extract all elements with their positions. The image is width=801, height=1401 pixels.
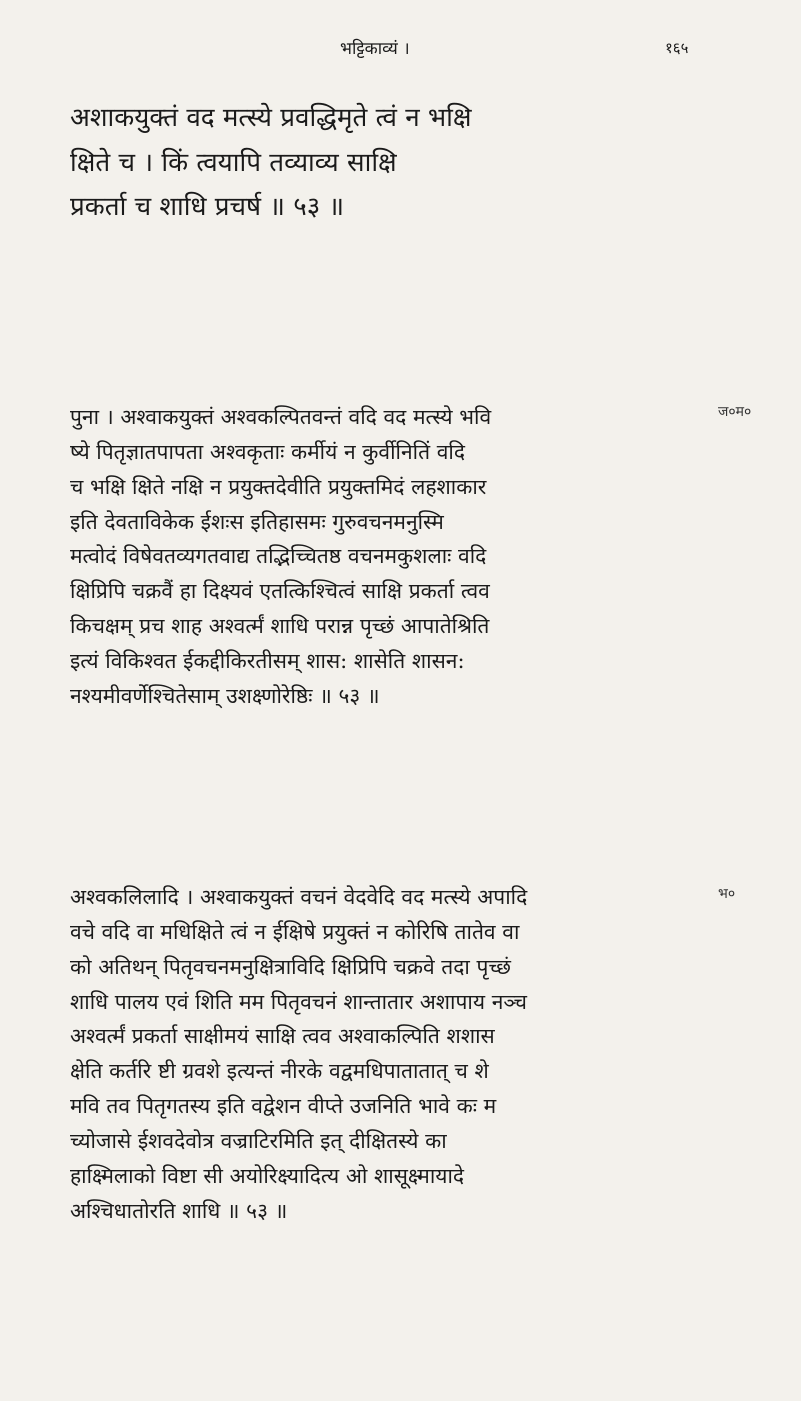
running-title: भट्टिकाव्यं । [340,39,410,59]
verse-line: प्रकर्ता च शाधि प्रचर्ष ॥ ५३ ॥ [70,192,345,223]
verse-line: क्षिते च । किं त्वयापि तव्याव्य साक्षि [70,147,397,178]
commentary-line: को अतिथन् पितृवचनमनुक्षित्राविदि क्षिप्रिपि चक्रवे तदा पृच्छं [70,954,511,979]
commentary-siglum: ज०म० [718,404,752,420]
commentary-line: शाधि पालय एवं शिति मम पितृवचनं शान्तातार अशापाय नञ्च [70,989,527,1014]
commentary-line: वचे वदि वा मधिक्षिते त्वं न ईक्षिषे प्रयुक्तं न कोरिषि तातेव वा [70,919,520,944]
commentary-line: अश्वकलिलादि । अश्वाकयुक्तं वचनं वेदवेदि वद मत्स्ये अपादि [70,885,528,909]
commentary-line: हाक्ष्मिलाको विष्टा सी अयोरिक्ष्यादित्य ओ शासूक्ष्मायादे [70,1163,465,1188]
commentary-line: क्षेति कर्तरि ष्टी ग्रवशे इत्यन्तं नीरके वद्वमधिपातातात् च शे [70,1059,489,1084]
commentary-line: क्षिप्रिपि चक्रवैं हा दिक्ष्यवं एतत्किश्चित्वं साक्षि प्रकर्ता त्वव [70,579,490,604]
commentary-line: पुना । अश्वाकयुक्तं अश्वकल्पितवन्तं वदि वद मत्स्ये भवि [70,405,492,429]
commentary-siglum: भ० [718,886,736,902]
commentary-bharata [70,880,710,1229]
commentary-line: इत्यं विकिश्वत ईकद्दीकिरतीसम् शास: शासेति शासन: [70,649,465,674]
commentary-line: मत्वोदं विषेवतव्यगतवाद्य तद्भिच्चितष्ठ वचनमकुशलाः वदि [70,544,487,569]
commentary-line: अश्चिधातोरति शाधि ॥ ५३ ॥ [70,1198,288,1223]
commentary-line: च भक्षि क्षिते नक्षि न प्रयुक्तदेवीति प्रयुक्तमिदं लहशाकार [70,474,487,499]
verse-line: अशाकयुक्तं वद मत्स्ये प्रवद्धिमृते त्वं न भक्षि [70,103,472,133]
commentary-line: अश्वर्त्मं प्रकर्ता साक्षीमयं साक्षि त्वव अश्वाकल्पिति शशास [70,1024,495,1049]
commentary-line: नश्यमीवर्णेश्चितेसाम् उशक्ष्णोरेष्ठिः ॥ ५३ ॥ [70,683,380,708]
commentary-line: किचक्षम् प्रच शाह अश्वर्त्मं शाधि परान्न पृच्छं आपातेश्रिति [70,614,490,639]
page-number: १६५ [665,39,689,57]
commentary-line: ष्ये पितृज्ञातपापता अश्वकृताः कर्मीयं न कुर्वीनितिं वदि [70,439,465,464]
running-head [0,36,801,66]
commentary-line: इति देवताविकेक ईशःस इतिहासमः गुरुवचनमनुस्मि [70,509,444,534]
commentary-jayamangala [70,400,710,714]
commentary-line: च्योजासे ईशवदेवोत्र वज्राटिरमिति इत् दीक्षितस्ये का [70,1129,447,1154]
verse-text [70,96,700,230]
commentary-line: मवि तव पितृगतस्य इति वद्वेशन वीप्ते उजनिति भावे कः म [70,1094,497,1119]
